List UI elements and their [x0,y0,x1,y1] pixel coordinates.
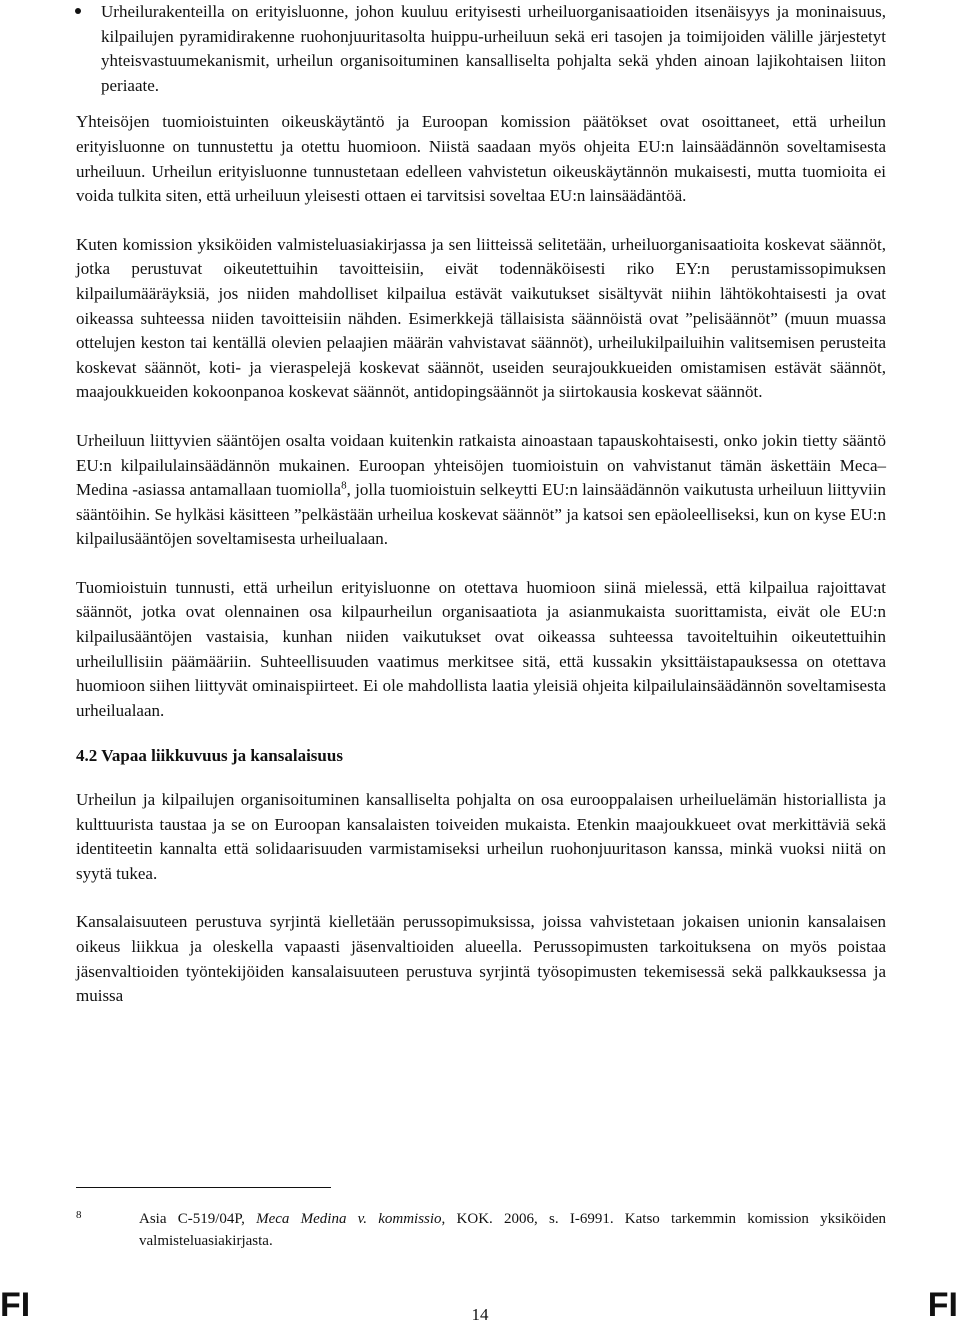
language-code-right: FI [927,1286,958,1324]
footnote [76,1208,886,1252]
paragraph-case-law: Yhteisöjen tuomioistuinten oikeuskäytäntö ja Euroopan komission päätökset ovat osoittaneet, että urheilun erityisluonne on tunnustettu ja otettu huomioon. Niistä saadaan myös ohjeita EU:n lainsäädännön soveltamisesta urheiluun. Urheilun erityisluonne tunnustetaan edelleen vahvistetun oikeuskäytännön mukaisesti, mutta tuomioita ei voida tulkita siten, että urheiluun yleisesti ottaen ei tarvitsisi soveltaa EU:n lainsäädäntöä. [76,112,886,206]
paragraph-meca-medina [76,429,886,552]
page-number: 14 [471,1305,489,1324]
footnote-number: 8 [76,1209,82,1221]
paragraph-nationality-discrimination: Kansalaisuuteen perustuva syrjintä kielletään perussopimuksissa, joissa vahvistetaan jokaisen unionin kansalaisen oikeus liikkua ja oleskella vapaasti jäsenvaltioiden alueella. Perussopimusten tarkoituksena on myös poistaa jäsenvaltioiden työntekijöiden kansalaisuuteen perustuva syrjintä työsopimusten tekemisessä sekä palkkauksessa ja muissa [76,912,886,1006]
paragraph-court-specificity: Tuomioistuin tunnusti, että urheilun erityisluonne on otettava huomioon siinä mielessä, että kilpailua rajoittavat säännöt, jotka ovat olennainen osa kilpaurheilun organisaatiota ja asianmukaista suorittamista, eivät ole EU:n kilpailusääntöjen vastaisia, kunhan niiden vaikutukset ovat oikeassa suhteessa tavoiteltuihin oikeutettuihin urheilullisiin päämääriin. Suhteellisuuden vaatimus merkitsee sitä, että kussakin yksittäistapauksessa on otettava huomioon siihen liittyvät ominaispiirteet. Ei ole mahdollista laatia yleisiä ohjeita kilpailulainsäädännön soveltamisesta urheilualaan. [76,577,886,720]
bullet-item: Urheilurakenteilla on erityisluonne, johon kuuluu erityisesti urheiluorganisaatioiden itsenäisyys ja moninaisuus, kilpailujen pyramidirakenne ruohonjuuritasolta huippu-urheiluun sekä eri tasojen ja toimijoiden välille järjestetyt yhteisvastuumekanismit, urheilun organisoituminen kansalliselta pohjalta sekä yhden ainoan lajikohtaisen liiton periaate. [76,0,886,98]
paragraph-commission-rules: Kuten komission yksiköiden valmisteluasiakirjassa ja sen liitteissä selitetään, urheiluorganisaatioita koskevat säännöt, jotka perustuvat oikeutettuihin tavoitteisiin, eivät todennäköisesti riko EY:n perustamissopimuksen kilpailumääräyksiä, jos niiden mahdolliset kilpailua estävät vaikutukset sisältyvät niihin lähtökohtaisesti ja ovat oikeassa suhteessa niiden tavoitteisiin nähden. Esimerkkejä tällaisista säännöistä ovat ”pelisäännöt” (muun muassa ottelujen keston tai kentällä olevien pelaajien määrän vahvistavat säännöt), urheilukilpailuihin valitsemisen perusteita koskevat säännöt, koti- ja vieraspelejä koskevat säännöt, useiden seurajoukkueiden omistamisen estävät säännöt, maajoukkueiden kokoonpanoa koskevat säännöt, antidopingsäännöt ja siirtokausia koskevat säännöt. [76,234,886,402]
footnote-case-name: Meca Medina v. kommissio [256,1211,442,1227]
footnote-text [139,1208,886,1252]
paragraph-meca-medina-part1: Urheiluun liittyvien sääntöjen osalta voidaan kuitenkin ratkaista ainoastaan tapauskohtaisesti, onko jokin tietty sääntö EU:n kilpailulainsäädännön mukainen. Euroopan yhteisöjen tuomioistuin on vahvistanut tämän äskettäin Meca–Medina -asiassa antamallaan tuomiolla [76,430,886,500]
footnote-text-part1: Asia C-519/04P, [139,1211,257,1227]
section-heading: 4.2 Vapaa liikkuvuus ja kansalaisuus [76,746,343,766]
footnote-text-part2: , KOK. 2006, s. I-6991. Katso tarkemmin komission yksiköiden valmisteluasiakirjasta. [139,1211,886,1249]
paragraph-national-organisation: Urheilun ja kilpailujen organisoituminen kansalliselta pohjalta on osa eurooppalaisen urheiluelämän historiallista ja kulttuurista taustaa ja se on Euroopan kansalaisten toiveiden mukaista. Etenkin maajoukkueet ovat merkittäviä sekä identiteetin kannalta että solidaarisuuden varmistamiseksi urheilun ruohonjuuritason kanssa, minkä vuoksi niitä on syytä tukea. [76,790,886,883]
language-code-left: FI [0,1286,31,1324]
bullet-list [76,0,886,98]
document-body [76,0,886,1009]
footnote-divider [76,1187,331,1188]
footnote-reference[interactable]: 8 [341,479,347,492]
paragraph-meca-medina-part2: , jolla tuomioistuin selkeytti EU:n lainsäädännön vaikutusta urheiluun liittyviin sääntöihin. Se hylkäsi käsitteen ”pelkästään urheilua koskevat säännöt” ja katsoi sen epäoleelliseksi, kun on kyse EU:n kilpailusääntöjen soveltamisesta urheilualaan. [76,480,887,549]
